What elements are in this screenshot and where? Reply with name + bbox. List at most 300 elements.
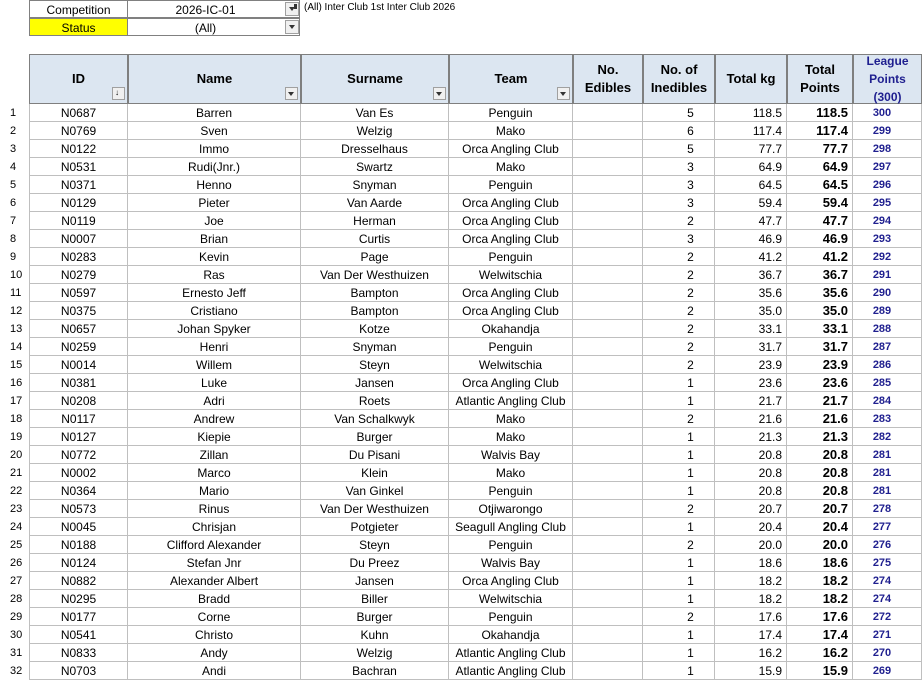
- id-cell[interactable]: N0117: [29, 410, 128, 428]
- inedibles-cell[interactable]: 1: [643, 626, 715, 644]
- league-points-cell[interactable]: 284: [853, 392, 922, 410]
- inedibles-cell[interactable]: 2: [643, 284, 715, 302]
- total-kg-cell[interactable]: 117.4: [715, 122, 787, 140]
- total-kg-cell[interactable]: 77.7: [715, 140, 787, 158]
- table-row[interactable]: [29, 374, 922, 392]
- table-row[interactable]: [29, 590, 922, 608]
- name-cell[interactable]: Andrew: [128, 410, 301, 428]
- edibles-cell[interactable]: [573, 464, 643, 482]
- edibles-cell[interactable]: [573, 374, 643, 392]
- total-kg-cell[interactable]: 118.5: [715, 104, 787, 122]
- league-points-cell[interactable]: 281: [853, 482, 922, 500]
- inedibles-cell[interactable]: 1: [643, 590, 715, 608]
- table-row[interactable]: [29, 302, 922, 320]
- edibles-cell[interactable]: [573, 446, 643, 464]
- name-cell[interactable]: Ras: [128, 266, 301, 284]
- team-cell[interactable]: Orca Angling Club: [449, 212, 573, 230]
- name-cell[interactable]: Corne: [128, 608, 301, 626]
- total-kg-cell[interactable]: 23.9: [715, 356, 787, 374]
- edibles-cell[interactable]: [573, 320, 643, 338]
- league-points-cell[interactable]: 295: [853, 194, 922, 212]
- id-cell[interactable]: N0597: [29, 284, 128, 302]
- inedibles-cell[interactable]: 6: [643, 122, 715, 140]
- name-cell[interactable]: Clifford Alexander: [128, 536, 301, 554]
- table-row[interactable]: [29, 320, 922, 338]
- total-points-cell[interactable]: 41.2: [787, 248, 853, 266]
- name-cell[interactable]: Henri: [128, 338, 301, 356]
- total-points-cell[interactable]: 17.6: [787, 608, 853, 626]
- table-row[interactable]: [29, 266, 922, 284]
- surname-cell[interactable]: Snyman: [301, 338, 449, 356]
- edibles-cell[interactable]: [573, 536, 643, 554]
- id-cell[interactable]: N0531: [29, 158, 128, 176]
- id-cell[interactable]: N0014: [29, 356, 128, 374]
- edibles-cell[interactable]: [573, 644, 643, 662]
- table-row[interactable]: [29, 104, 922, 122]
- total-kg-cell[interactable]: 17.6: [715, 608, 787, 626]
- league-points-cell[interactable]: 283: [853, 410, 922, 428]
- name-cell[interactable]: Henno: [128, 176, 301, 194]
- id-sort-dropdown-icon[interactable]: [112, 87, 125, 100]
- total-points-cell[interactable]: 21.6: [787, 410, 853, 428]
- total-points-cell[interactable]: 23.6: [787, 374, 853, 392]
- edibles-cell[interactable]: [573, 554, 643, 572]
- inedibles-cell[interactable]: 2: [643, 410, 715, 428]
- table-row[interactable]: [29, 572, 922, 590]
- table-row[interactable]: [29, 554, 922, 572]
- total-kg-cell[interactable]: 18.6: [715, 554, 787, 572]
- surname-cell[interactable]: Kuhn: [301, 626, 449, 644]
- total-points-cell[interactable]: 35.6: [787, 284, 853, 302]
- edibles-cell[interactable]: [573, 518, 643, 536]
- team-cell[interactable]: Okahandja: [449, 320, 573, 338]
- league-points-cell[interactable]: 298: [853, 140, 922, 158]
- edibles-cell[interactable]: [573, 428, 643, 446]
- total-points-cell[interactable]: 36.7: [787, 266, 853, 284]
- inedibles-cell[interactable]: 1: [643, 464, 715, 482]
- team-cell[interactable]: Walvis Bay: [449, 446, 573, 464]
- id-cell[interactable]: N0007: [29, 230, 128, 248]
- league-points-cell[interactable]: 292: [853, 248, 922, 266]
- surname-cell[interactable]: Bampton: [301, 284, 449, 302]
- id-cell[interactable]: N0687: [29, 104, 128, 122]
- surname-cell[interactable]: Burger: [301, 428, 449, 446]
- total-kg-cell[interactable]: 20.4: [715, 518, 787, 536]
- surname-cell[interactable]: Welzig: [301, 644, 449, 662]
- inedibles-cell[interactable]: 1: [643, 572, 715, 590]
- surname-cell[interactable]: Steyn: [301, 536, 449, 554]
- total-kg-cell[interactable]: 35.0: [715, 302, 787, 320]
- table-row[interactable]: [29, 338, 922, 356]
- table-row[interactable]: [29, 410, 922, 428]
- table-row[interactable]: [29, 446, 922, 464]
- competition-filter-dropdown-icon[interactable]: [285, 2, 299, 16]
- total-points-cell[interactable]: 21.3: [787, 428, 853, 446]
- total-points-cell[interactable]: 20.4: [787, 518, 853, 536]
- surname-cell[interactable]: Herman: [301, 212, 449, 230]
- inedibles-cell[interactable]: 2: [643, 302, 715, 320]
- total-points-cell[interactable]: 15.9: [787, 662, 853, 680]
- total-kg-cell[interactable]: 21.7: [715, 392, 787, 410]
- name-cell[interactable]: Kiepie: [128, 428, 301, 446]
- league-points-cell[interactable]: 278: [853, 500, 922, 518]
- id-cell[interactable]: N0122: [29, 140, 128, 158]
- total-points-cell[interactable]: 18.6: [787, 554, 853, 572]
- id-cell[interactable]: N0188: [29, 536, 128, 554]
- surname-cell[interactable]: Curtis: [301, 230, 449, 248]
- inedibles-cell[interactable]: 5: [643, 104, 715, 122]
- surname-cell[interactable]: Van Der Westhuizen: [301, 266, 449, 284]
- league-points-cell[interactable]: 271: [853, 626, 922, 644]
- table-row[interactable]: [29, 176, 922, 194]
- inedibles-cell[interactable]: 2: [643, 356, 715, 374]
- id-cell[interactable]: N0364: [29, 482, 128, 500]
- team-cell[interactable]: Walvis Bay: [449, 554, 573, 572]
- id-cell[interactable]: N0045: [29, 518, 128, 536]
- total-kg-cell[interactable]: 20.8: [715, 464, 787, 482]
- team-cell[interactable]: Otjiwarongo: [449, 500, 573, 518]
- name-cell[interactable]: Kevin: [128, 248, 301, 266]
- surname-cell[interactable]: Bachran: [301, 662, 449, 680]
- inedibles-cell[interactable]: 3: [643, 230, 715, 248]
- id-cell[interactable]: N0381: [29, 374, 128, 392]
- name-cell[interactable]: Johan Spyker: [128, 320, 301, 338]
- id-cell[interactable]: N0703: [29, 662, 128, 680]
- edibles-cell[interactable]: [573, 392, 643, 410]
- league-points-cell[interactable]: 281: [853, 464, 922, 482]
- name-cell[interactable]: Immo: [128, 140, 301, 158]
- name-cell[interactable]: Pieter: [128, 194, 301, 212]
- total-kg-cell[interactable]: 20.8: [715, 482, 787, 500]
- edibles-cell[interactable]: [573, 104, 643, 122]
- table-row[interactable]: [29, 122, 922, 140]
- league-points-cell[interactable]: 299: [853, 122, 922, 140]
- name-cell[interactable]: Rudi(Jnr.): [128, 158, 301, 176]
- total-points-cell[interactable]: 46.9: [787, 230, 853, 248]
- edibles-cell[interactable]: [573, 356, 643, 374]
- edibles-cell[interactable]: [573, 626, 643, 644]
- table-row[interactable]: [29, 230, 922, 248]
- id-cell[interactable]: N0283: [29, 248, 128, 266]
- id-cell[interactable]: N0882: [29, 572, 128, 590]
- league-points-cell[interactable]: 286: [853, 356, 922, 374]
- id-cell[interactable]: N0129: [29, 194, 128, 212]
- total-kg-cell[interactable]: 18.2: [715, 572, 787, 590]
- total-kg-cell[interactable]: 15.9: [715, 662, 787, 680]
- total-kg-cell[interactable]: 59.4: [715, 194, 787, 212]
- edibles-cell[interactable]: [573, 482, 643, 500]
- total-points-cell[interactable]: 20.8: [787, 464, 853, 482]
- total-points-cell[interactable]: 18.2: [787, 572, 853, 590]
- team-cell[interactable]: Penguin: [449, 338, 573, 356]
- league-points-cell[interactable]: 285: [853, 374, 922, 392]
- status-filter-value[interactable]: (All): [128, 18, 300, 36]
- table-row[interactable]: [29, 140, 922, 158]
- team-filter-dropdown-icon[interactable]: [557, 87, 570, 100]
- table-row[interactable]: [29, 626, 922, 644]
- total-kg-cell[interactable]: 20.7: [715, 500, 787, 518]
- edibles-cell[interactable]: [573, 140, 643, 158]
- name-cell[interactable]: Andi: [128, 662, 301, 680]
- total-kg-cell[interactable]: 46.9: [715, 230, 787, 248]
- table-row[interactable]: [29, 482, 922, 500]
- inedibles-cell[interactable]: 1: [643, 374, 715, 392]
- id-cell[interactable]: N0127: [29, 428, 128, 446]
- id-cell[interactable]: N0657: [29, 320, 128, 338]
- league-points-cell[interactable]: 294: [853, 212, 922, 230]
- name-cell[interactable]: Christo: [128, 626, 301, 644]
- inedibles-cell[interactable]: 2: [643, 266, 715, 284]
- name-cell[interactable]: Brian: [128, 230, 301, 248]
- surname-cell[interactable]: Dresselhaus: [301, 140, 449, 158]
- team-cell[interactable]: Mako: [449, 410, 573, 428]
- total-kg-cell[interactable]: 64.9: [715, 158, 787, 176]
- surname-cell[interactable]: Kotze: [301, 320, 449, 338]
- team-cell[interactable]: Penguin: [449, 536, 573, 554]
- total-kg-cell[interactable]: 33.1: [715, 320, 787, 338]
- inedibles-cell[interactable]: 1: [643, 446, 715, 464]
- team-cell[interactable]: Atlantic Angling Club: [449, 662, 573, 680]
- team-cell[interactable]: Mako: [449, 464, 573, 482]
- total-points-cell[interactable]: 77.7: [787, 140, 853, 158]
- table-row[interactable]: [29, 428, 922, 446]
- edibles-cell[interactable]: [573, 194, 643, 212]
- league-points-cell[interactable]: 300: [853, 104, 922, 122]
- name-cell[interactable]: Zillan: [128, 446, 301, 464]
- surname-cell[interactable]: Bampton: [301, 302, 449, 320]
- edibles-cell[interactable]: [573, 230, 643, 248]
- name-cell[interactable]: Ernesto Jeff: [128, 284, 301, 302]
- id-cell[interactable]: N0124: [29, 554, 128, 572]
- inedibles-cell[interactable]: 1: [643, 554, 715, 572]
- total-kg-cell[interactable]: 23.6: [715, 374, 787, 392]
- table-row[interactable]: [29, 158, 922, 176]
- surname-filter-dropdown-icon[interactable]: [433, 87, 446, 100]
- name-cell[interactable]: Mario: [128, 482, 301, 500]
- id-cell[interactable]: N0259: [29, 338, 128, 356]
- team-cell[interactable]: Orca Angling Club: [449, 284, 573, 302]
- id-cell[interactable]: N0769: [29, 122, 128, 140]
- inedibles-cell[interactable]: 1: [643, 482, 715, 500]
- id-cell[interactable]: N0573: [29, 500, 128, 518]
- status-filter-dropdown-icon[interactable]: [285, 20, 299, 34]
- name-cell[interactable]: Alexander Albert: [128, 572, 301, 590]
- edibles-cell[interactable]: [573, 590, 643, 608]
- table-row[interactable]: [29, 194, 922, 212]
- total-points-cell[interactable]: 47.7: [787, 212, 853, 230]
- total-points-cell[interactable]: 117.4: [787, 122, 853, 140]
- team-cell[interactable]: Penguin: [449, 608, 573, 626]
- total-kg-cell[interactable]: 18.2: [715, 590, 787, 608]
- id-cell[interactable]: N0371: [29, 176, 128, 194]
- inedibles-cell[interactable]: 2: [643, 212, 715, 230]
- total-points-cell[interactable]: 16.2: [787, 644, 853, 662]
- inedibles-cell[interactable]: 2: [643, 500, 715, 518]
- total-points-cell[interactable]: 21.7: [787, 392, 853, 410]
- team-cell[interactable]: Welwitschia: [449, 266, 573, 284]
- name-cell[interactable]: Cristiano: [128, 302, 301, 320]
- table-row[interactable]: [29, 464, 922, 482]
- team-cell[interactable]: Penguin: [449, 482, 573, 500]
- total-points-cell[interactable]: 35.0: [787, 302, 853, 320]
- total-points-cell[interactable]: 64.5: [787, 176, 853, 194]
- inedibles-cell[interactable]: 3: [643, 158, 715, 176]
- name-cell[interactable]: Adri: [128, 392, 301, 410]
- id-cell[interactable]: N0208: [29, 392, 128, 410]
- total-kg-cell[interactable]: 41.2: [715, 248, 787, 266]
- team-cell[interactable]: Penguin: [449, 248, 573, 266]
- edibles-cell[interactable]: [573, 158, 643, 176]
- edibles-cell[interactable]: [573, 500, 643, 518]
- league-points-cell[interactable]: 269: [853, 662, 922, 680]
- id-cell[interactable]: N0772: [29, 446, 128, 464]
- total-kg-cell[interactable]: 36.7: [715, 266, 787, 284]
- total-points-cell[interactable]: 20.0: [787, 536, 853, 554]
- surname-cell[interactable]: Burger: [301, 608, 449, 626]
- edibles-cell[interactable]: [573, 410, 643, 428]
- league-points-cell[interactable]: 288: [853, 320, 922, 338]
- inedibles-cell[interactable]: 2: [643, 338, 715, 356]
- edibles-cell[interactable]: [573, 572, 643, 590]
- inedibles-cell[interactable]: 2: [643, 536, 715, 554]
- inedibles-cell[interactable]: 1: [643, 428, 715, 446]
- surname-cell[interactable]: Jansen: [301, 572, 449, 590]
- team-cell[interactable]: Okahandja: [449, 626, 573, 644]
- surname-cell[interactable]: Welzig: [301, 122, 449, 140]
- league-points-cell[interactable]: 297: [853, 158, 922, 176]
- name-cell[interactable]: Joe: [128, 212, 301, 230]
- name-cell[interactable]: Stefan Jnr: [128, 554, 301, 572]
- edibles-cell[interactable]: [573, 122, 643, 140]
- inedibles-cell[interactable]: 1: [643, 518, 715, 536]
- total-kg-cell[interactable]: 16.2: [715, 644, 787, 662]
- total-points-cell[interactable]: 17.4: [787, 626, 853, 644]
- surname-cell[interactable]: Van Es: [301, 104, 449, 122]
- name-cell[interactable]: Marco: [128, 464, 301, 482]
- total-kg-cell[interactable]: 35.6: [715, 284, 787, 302]
- edibles-cell[interactable]: [573, 248, 643, 266]
- inedibles-cell[interactable]: 5: [643, 140, 715, 158]
- league-points-cell[interactable]: 281: [853, 446, 922, 464]
- table-row[interactable]: [29, 248, 922, 266]
- id-cell[interactable]: N0279: [29, 266, 128, 284]
- league-points-cell[interactable]: 293: [853, 230, 922, 248]
- edibles-cell[interactable]: [573, 176, 643, 194]
- team-cell[interactable]: Atlantic Angling Club: [449, 644, 573, 662]
- surname-cell[interactable]: Van Schalkwyk: [301, 410, 449, 428]
- table-row[interactable]: [29, 212, 922, 230]
- inedibles-cell[interactable]: 1: [643, 392, 715, 410]
- name-cell[interactable]: Luke: [128, 374, 301, 392]
- team-cell[interactable]: Penguin: [449, 104, 573, 122]
- total-points-cell[interactable]: 20.8: [787, 446, 853, 464]
- inedibles-cell[interactable]: 3: [643, 194, 715, 212]
- id-cell[interactable]: N0295: [29, 590, 128, 608]
- edibles-cell[interactable]: [573, 212, 643, 230]
- table-row[interactable]: [29, 662, 922, 680]
- league-points-cell[interactable]: 272: [853, 608, 922, 626]
- surname-cell[interactable]: Potgieter: [301, 518, 449, 536]
- total-kg-cell[interactable]: 47.7: [715, 212, 787, 230]
- id-cell[interactable]: N0119: [29, 212, 128, 230]
- surname-cell[interactable]: Roets: [301, 392, 449, 410]
- total-kg-cell[interactable]: 64.5: [715, 176, 787, 194]
- id-cell[interactable]: N0541: [29, 626, 128, 644]
- surname-cell[interactable]: Jansen: [301, 374, 449, 392]
- total-points-cell[interactable]: 18.2: [787, 590, 853, 608]
- total-kg-cell[interactable]: 20.8: [715, 446, 787, 464]
- id-cell[interactable]: N0375: [29, 302, 128, 320]
- inedibles-cell[interactable]: 1: [643, 644, 715, 662]
- surname-cell[interactable]: Page: [301, 248, 449, 266]
- league-points-cell[interactable]: 275: [853, 554, 922, 572]
- surname-cell[interactable]: Snyman: [301, 176, 449, 194]
- league-points-cell[interactable]: 289: [853, 302, 922, 320]
- league-points-cell[interactable]: 276: [853, 536, 922, 554]
- league-points-cell[interactable]: 274: [853, 590, 922, 608]
- league-points-cell[interactable]: 277: [853, 518, 922, 536]
- total-kg-cell[interactable]: 21.3: [715, 428, 787, 446]
- name-cell[interactable]: Sven: [128, 122, 301, 140]
- total-points-cell[interactable]: 20.7: [787, 500, 853, 518]
- league-points-cell[interactable]: 291: [853, 266, 922, 284]
- id-cell[interactable]: N0002: [29, 464, 128, 482]
- edibles-cell[interactable]: [573, 662, 643, 680]
- total-points-cell[interactable]: 33.1: [787, 320, 853, 338]
- edibles-cell[interactable]: [573, 338, 643, 356]
- team-cell[interactable]: Welwitschia: [449, 356, 573, 374]
- surname-cell[interactable]: Du Pisani: [301, 446, 449, 464]
- id-cell[interactable]: N0177: [29, 608, 128, 626]
- surname-cell[interactable]: Biller: [301, 590, 449, 608]
- surname-cell[interactable]: Van Ginkel: [301, 482, 449, 500]
- team-cell[interactable]: Orca Angling Club: [449, 194, 573, 212]
- table-row[interactable]: [29, 356, 922, 374]
- team-cell[interactable]: Orca Angling Club: [449, 230, 573, 248]
- league-points-cell[interactable]: 274: [853, 572, 922, 590]
- table-row[interactable]: [29, 500, 922, 518]
- league-points-cell[interactable]: 296: [853, 176, 922, 194]
- surname-cell[interactable]: Klein: [301, 464, 449, 482]
- team-cell[interactable]: Seagull Angling Club: [449, 518, 573, 536]
- team-cell[interactable]: Atlantic Angling Club: [449, 392, 573, 410]
- table-row[interactable]: [29, 644, 922, 662]
- team-cell[interactable]: Welwitschia: [449, 590, 573, 608]
- total-kg-cell[interactable]: 17.4: [715, 626, 787, 644]
- team-cell[interactable]: Orca Angling Club: [449, 374, 573, 392]
- edibles-cell[interactable]: [573, 302, 643, 320]
- team-cell[interactable]: Mako: [449, 122, 573, 140]
- team-cell[interactable]: Orca Angling Club: [449, 140, 573, 158]
- total-points-cell[interactable]: 118.5: [787, 104, 853, 122]
- name-cell[interactable]: Bradd: [128, 590, 301, 608]
- name-filter-dropdown-icon[interactable]: [285, 87, 298, 100]
- surname-cell[interactable]: Du Preez: [301, 554, 449, 572]
- inedibles-cell[interactable]: 2: [643, 608, 715, 626]
- name-cell[interactable]: Barren: [128, 104, 301, 122]
- league-points-cell[interactable]: 270: [853, 644, 922, 662]
- surname-cell[interactable]: Swartz: [301, 158, 449, 176]
- total-points-cell[interactable]: 64.9: [787, 158, 853, 176]
- team-cell[interactable]: Penguin: [449, 176, 573, 194]
- league-points-cell[interactable]: 290: [853, 284, 922, 302]
- name-cell[interactable]: Chrisjan: [128, 518, 301, 536]
- total-points-cell[interactable]: 31.7: [787, 338, 853, 356]
- total-kg-cell[interactable]: 20.0: [715, 536, 787, 554]
- edibles-cell[interactable]: [573, 608, 643, 626]
- total-kg-cell[interactable]: 21.6: [715, 410, 787, 428]
- name-cell[interactable]: Andy: [128, 644, 301, 662]
